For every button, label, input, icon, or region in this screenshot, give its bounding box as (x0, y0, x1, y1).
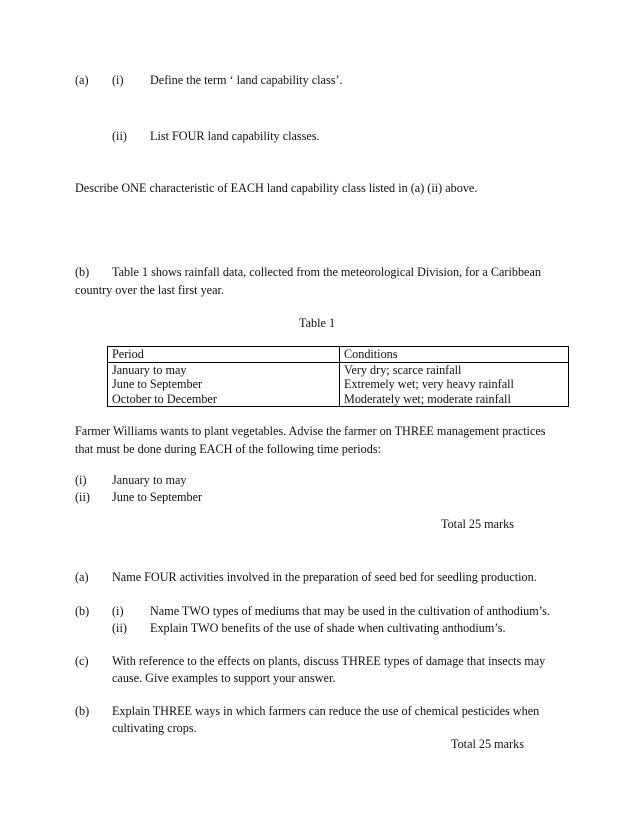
table-header-conditions: Conditions (340, 347, 569, 363)
table-header-row (108, 347, 569, 363)
advise-text-line2: that must be done during EACH of the following time periods: (75, 442, 381, 456)
table-cell-period: June to September (108, 377, 340, 392)
part-b-label: (b) (75, 265, 90, 279)
q-b-label: (b) (75, 604, 90, 618)
q-b-ii-label: (ii) (112, 621, 127, 635)
advise-text-line1: Farmer Williams wants to plant vegetables. Advise the farmer on THREE management practices (75, 424, 546, 438)
part-a-ii-text: List FOUR land capability classes. (150, 129, 320, 143)
table-cell-conditions: Moderately wet; moderate rainfall (340, 392, 569, 407)
total-marks-1: Total 25 marks (441, 517, 514, 531)
q-c-text-line2: cause. Give examples to support your answer. (112, 671, 336, 685)
table-cell-conditions: Extremely wet; very heavy rainfall (340, 377, 569, 392)
q-a-text: Name FOUR activities involved in the preparation of seed bed for seedling production. (112, 570, 537, 584)
table-header-period: Period (108, 347, 340, 363)
q-d-text-line2: cultivating crops. (112, 721, 197, 735)
q-d-label: (b) (75, 704, 90, 718)
q-c-text-line1: With reference to the effects on plants, discuss THREE types of damage that insects may (112, 654, 546, 668)
describe-question: Describe ONE characteristic of EACH land capability class listed in (a) (ii) above. (75, 181, 478, 195)
period-text-i: January to may (112, 473, 187, 487)
part-a-i-text: Define the term ‘ land capability class’. (150, 73, 343, 87)
table-title: Table 1 (299, 316, 336, 330)
period-label-ii: (ii) (75, 490, 90, 504)
rainfall-table (107, 346, 569, 407)
part-a-i-label: (i) (112, 73, 124, 87)
part-b-text-line2: country over the last first year. (75, 283, 224, 297)
part-a-label: (a) (75, 73, 89, 87)
part-b-text-line1: Table 1 shows rainfall data, collected from the meteorological Division, for a Caribbean (112, 265, 541, 279)
q-a-label: (a) (75, 570, 89, 584)
table-row (108, 377, 569, 392)
table-cell-conditions: Very dry; scarce rainfall (340, 362, 569, 377)
period-text-ii: June to September (112, 490, 203, 504)
table-cell-period: January to may (108, 362, 340, 377)
q-b-ii-text: Explain TWO benefits of the use of shade when cultivating anthodium’s. (150, 621, 506, 635)
q-b-i-label: (i) (112, 604, 124, 618)
total-marks-2: Total 25 marks (451, 737, 524, 751)
table-cell-period: October to December (108, 392, 340, 407)
q-c-label: (c) (75, 654, 89, 668)
part-a-ii-label: (ii) (112, 129, 127, 143)
q-b-i-text: Name TWO types of mediums that may be used in the cultivation of anthodium’s. (150, 604, 550, 618)
q-d-text-line1: Explain THREE ways in which farmers can reduce the use of chemical pesticides when (112, 704, 540, 718)
table-row (108, 392, 569, 407)
period-label-i: (i) (75, 473, 87, 487)
table-row (108, 362, 569, 377)
